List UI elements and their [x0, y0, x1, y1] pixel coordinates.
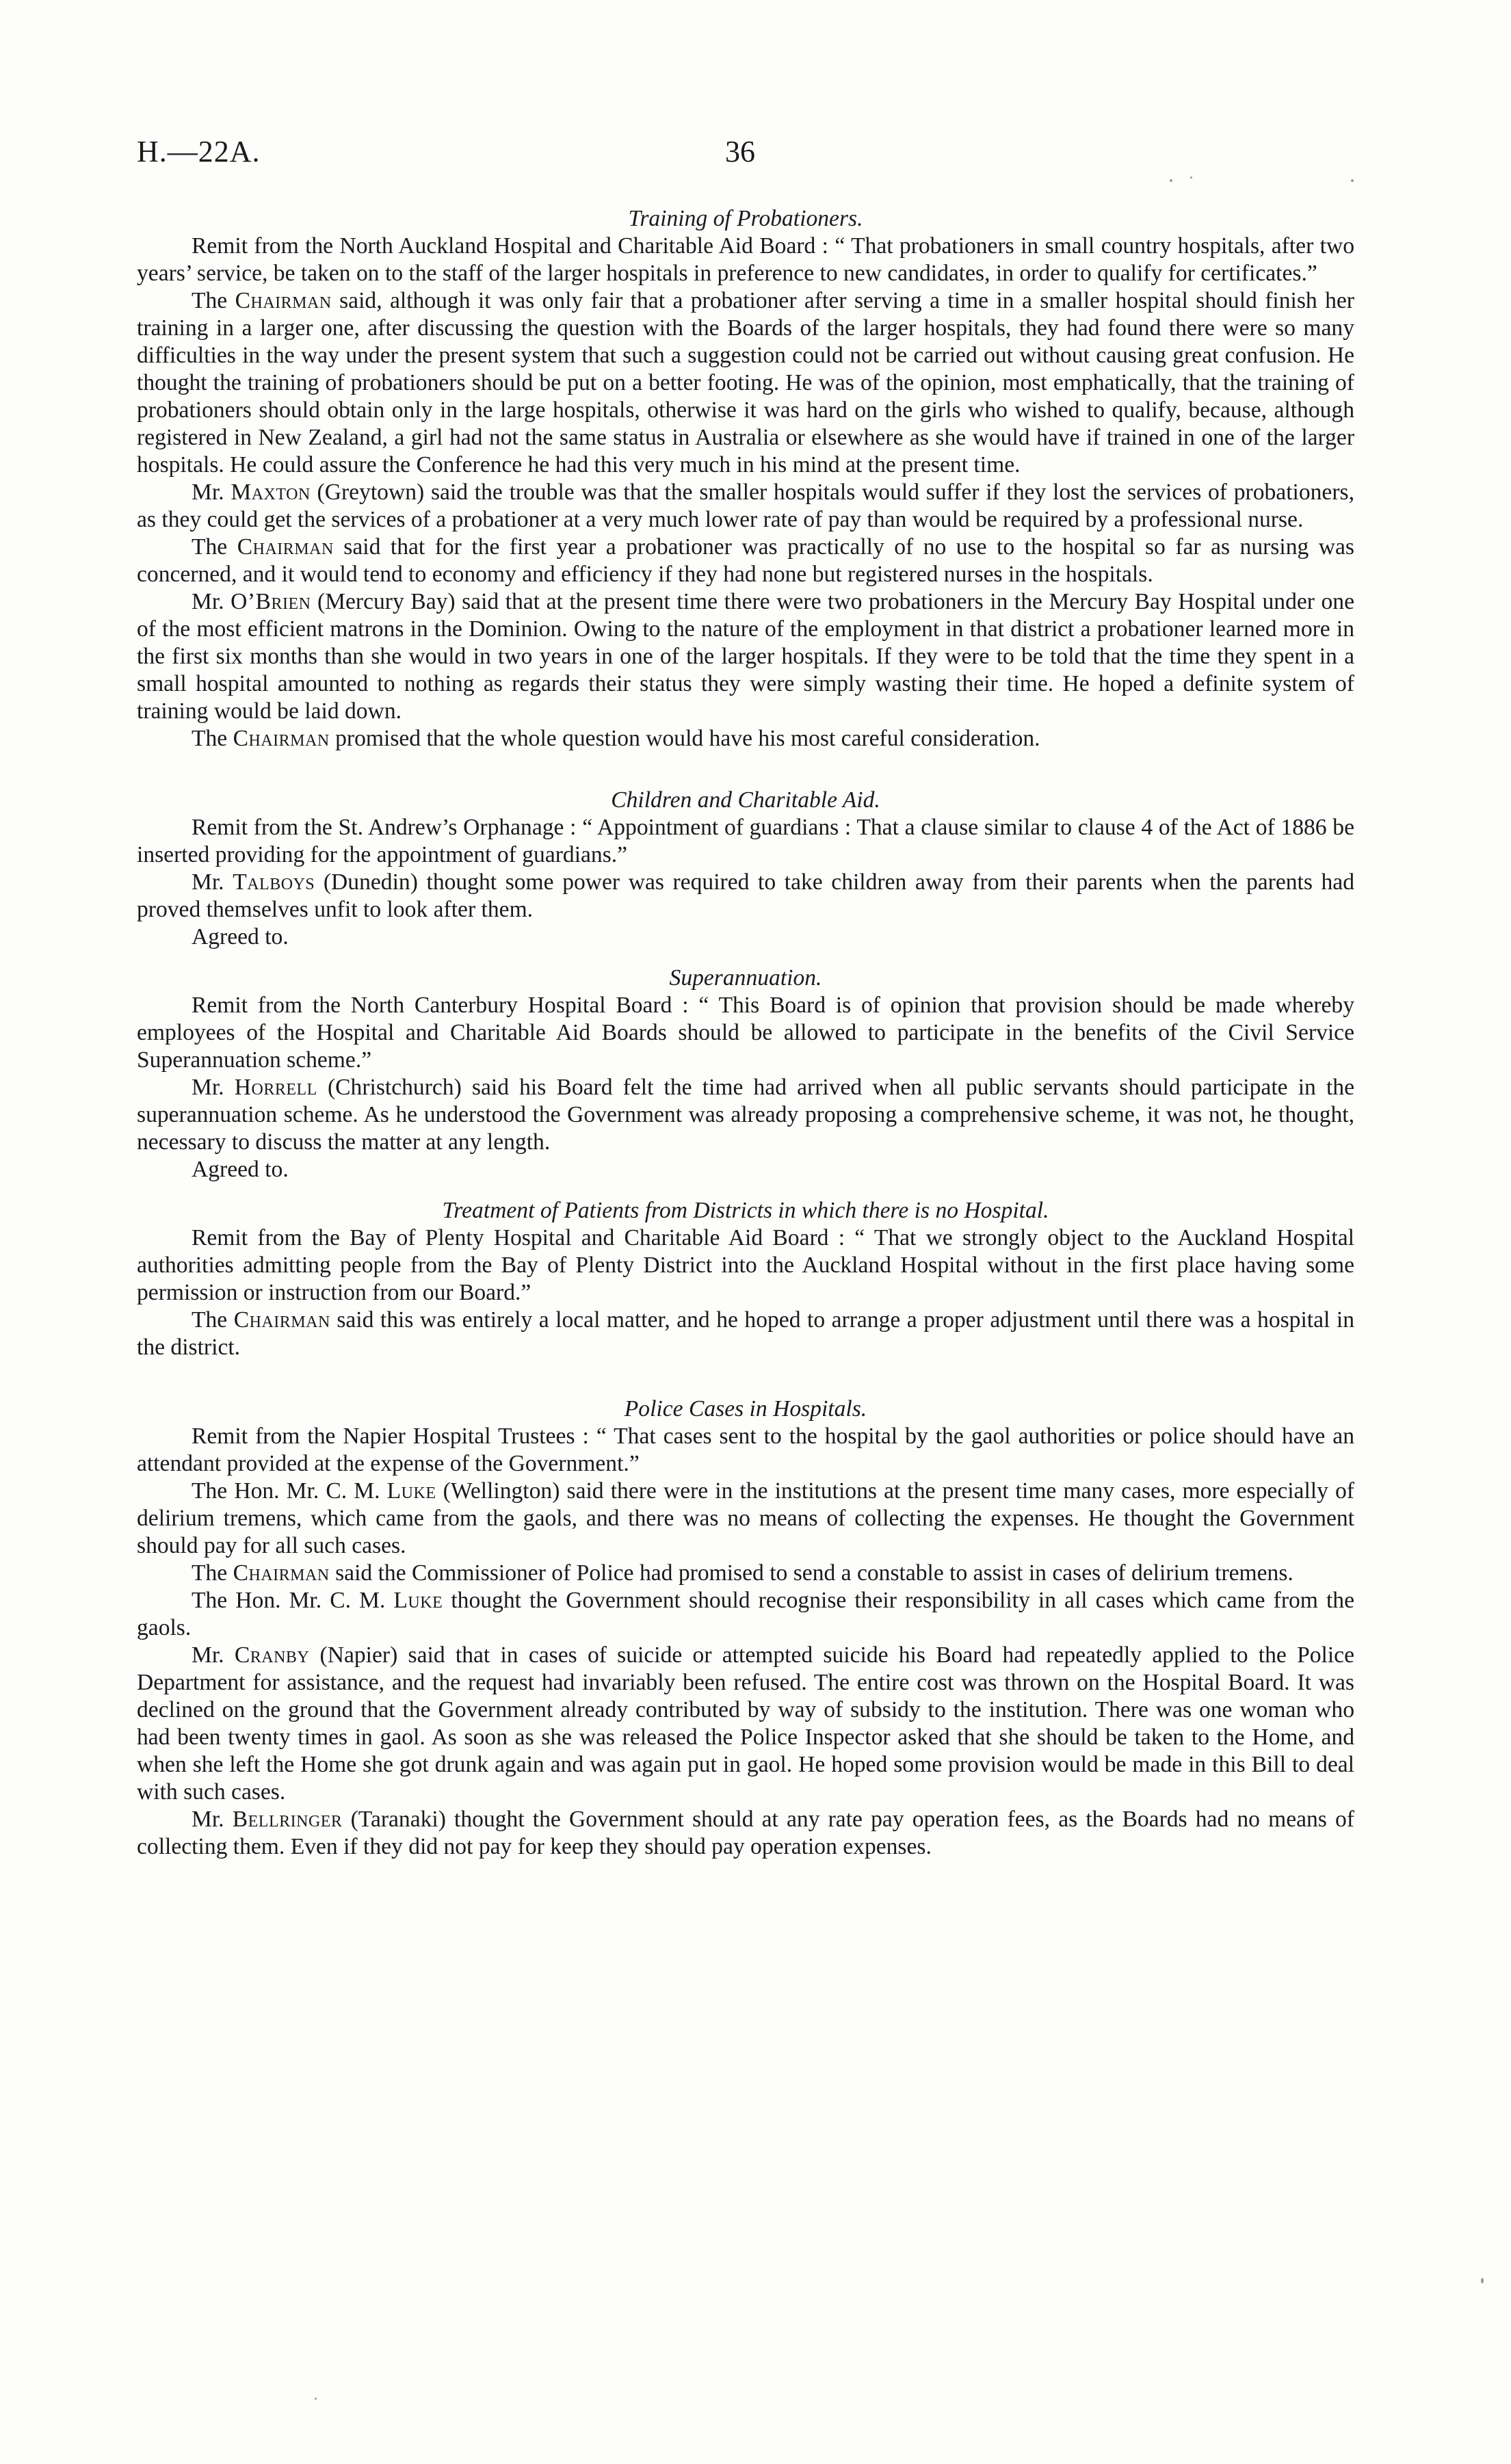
speaker-name: Luke	[386, 1478, 436, 1504]
paragraph: Remit from the Bay of Plenty Hospital and Charitable Aid Board : “ That we strongly object to the Auckland Hospital authorities admitting people from the Bay of Plenty District into the Auckland Hospital without in the first place having some permission or instruction from our Board.”	[137, 1225, 1354, 1305]
paragraph: The Chairman said, although it was only fair that a probationer after serving a time in a smaller hospital should finish her training in a larger one, after discussing the question with the Boards of the larger hospitals, they had found there were so many difficulties in the way under the present system that such a suggestion could not be carried out without causing great confusion. He thought the training of probationers should be put on a better footing. He was of the opinion, most emphatically, that the training of probationers should obtain only in the large hospitals, otherwise it was hard on the girls who wished to qualify, because, although registered in New Zealand, a girl had not the same status in Australia or elsewhere as she would have if trained in one of the larger hospitals. He could assure the Conference he had this very much in his mind at the present time.	[137, 288, 1354, 477]
scan-speck	[1351, 179, 1354, 182]
section-title-police-cases-in-hospitals: Police Cases in Hospitals.	[624, 1396, 867, 1421]
paragraph: Mr. Maxton (Greytown) said the trouble was that the smaller hospitals would suffer if they lost the services of probationers, as they could get the services of a probationer at a very much lower rate of pay than would be required by a professional nurse.	[137, 480, 1354, 532]
section-title-children-and-charitable-aid: Children and Charitable Aid.	[611, 787, 880, 813]
paragraph: Mr. O’Brien (Mercury Bay) said that at the present time there were two probationers in the Mercury Bay Hospital under one of the most efficient matrons in the Dominion. Owing to the nature of the employment in that district a probationer learned more in the first six months than she would in two years in one of the larger hospitals. If they were to be told that the time they spent in a small hospital amounted to nothing as regards their status they were simply wasting their time. He hoped a definite system of training would be laid down.	[137, 589, 1354, 724]
speaker-name: Bellringer	[232, 1807, 343, 1832]
paragraph: The Chairman said this was entirely a local matter, and he hoped to arrange a proper adjustment until there was a hospital in the district.	[137, 1307, 1354, 1360]
paragraph: The Chairman said that for the first year a probationer was practically of no use to the hospital so far as nursing was concerned, and it would tend to economy and efficiency if they had none but registered nurses in the hospitals.	[137, 534, 1354, 587]
paragraph: Remit from the North Auckland Hospital and Charitable Aid Board : “ That probationers in small country hospitals, after two years’ service, be taken on to the staff of the larger hospitals in preference to new candidates, in order to qualify for certificates.”	[137, 233, 1354, 286]
paragraph: Mr. Cranby (Napier) said that in cases of suicide or attempted suicide his Board had repeatedly applied to the Police Department for assistance, and the request had invariably been refused. The entire cost was thrown on the Hospital Board. It was declined on the ground that the Government already contributed by way of subsidy to the institution. There was one woman who had been twenty times in gaol. As soon as she was released the Police Inspector asked that she should be taken to the Home, and when she left the Home she got drunk again and was again put in gaol. He hoped some provision would be made in this Bill to deal with such cases.	[137, 1642, 1354, 1805]
paragraph: Mr. Horrell (Christchurch) said his Board felt the time had arrived when all public servants should participate in the superannuation scheme. As he understood the Government was already proposing a comprehensive scheme, it was not, he thought, necessary to discuss the matter at any length.	[137, 1075, 1354, 1155]
paragraph: Mr. Bellringer (Taranaki) thought the Government should at any rate pay operation fees, as the Boards had no means of collecting them. Even if they did not pay for keep they should pay operation expenses.	[137, 1807, 1354, 1859]
speaker-name: Chairman	[233, 1307, 330, 1333]
speaker-name: Chairman	[233, 726, 330, 751]
paragraph: The Hon. Mr. C. M. Luke thought the Government should recognise their responsibility in all cases which came from the gaols.	[137, 1588, 1354, 1640]
speaker-name: Cranby	[234, 1642, 310, 1668]
paragraph: Remit from the St. Andrew’s Orphanage : “ Appointment of guardians : That a clause similar to clause 4 of the Act of 1886 be inserted providing for the appointment of guardians.”	[137, 815, 1354, 867]
paragraph: Remit from the North Canterbury Hospital Board : “ This Board is of opinion that provision should be made whereby employees of the Hospital and Charitable Aid Boards should be allowed to participate in the benefits of the Civil Service Superannuation scheme.”	[137, 993, 1354, 1073]
scan-speck	[1170, 179, 1172, 182]
speaker-name: Horrell	[234, 1075, 317, 1100]
section-title-training-of-probationers: Training of Probationers.	[628, 206, 863, 231]
speaker-name: Chairman	[237, 534, 334, 560]
speaker-name: O’Brien	[231, 589, 311, 614]
section-title-superannuation: Superannuation.	[669, 965, 822, 991]
paragraph: Agreed to.	[192, 924, 289, 949]
paragraph: The Chairman promised that the whole question would have his most careful consideration.	[192, 726, 1040, 751]
speaker-name: Chairman	[235, 288, 332, 313]
scan-speck	[1481, 2278, 1484, 2283]
paragraph: Remit from the Napier Hospital Trustees : “ That cases sent to the hospital by the gaol authorities or police should have an attendant provided at the expense of the Government.”	[137, 1424, 1354, 1476]
paragraph: The Hon. Mr. C. M. Luke (Wellington) said there were in the institutions at the present time many cases, more especially of delirium tremens, which came from the gaols, and there was no means of collecting the expenses. He thought the Government should pay for all such cases.	[137, 1478, 1354, 1558]
document-reference: H.—22A.	[137, 135, 261, 168]
paragraph: The Chairman said the Commissioner of Police had promised to send a constable to assist in cases of delirium tremens.	[192, 1560, 1293, 1586]
speaker-name: Talboys	[233, 869, 315, 895]
paragraph: Mr. Talboys (Dunedin) thought some power was required to take children away from their parents when the parents had proved themselves unfit to look after them.	[137, 869, 1354, 922]
paragraph: Agreed to.	[192, 1157, 289, 1182]
scan-speck	[315, 2398, 317, 2400]
page-header	[137, 134, 1354, 175]
speaker-name: Chairman	[233, 1560, 330, 1586]
page-number: 36	[725, 135, 755, 168]
document-body	[137, 205, 1354, 1861]
scan-speck	[1190, 176, 1192, 179]
section-title-treatment-of-patients: Treatment of Patients from Districts in which there is no Hospital.	[442, 1198, 1049, 1223]
speaker-name: Maxton	[231, 480, 311, 505]
speaker-name: Luke	[393, 1588, 443, 1613]
